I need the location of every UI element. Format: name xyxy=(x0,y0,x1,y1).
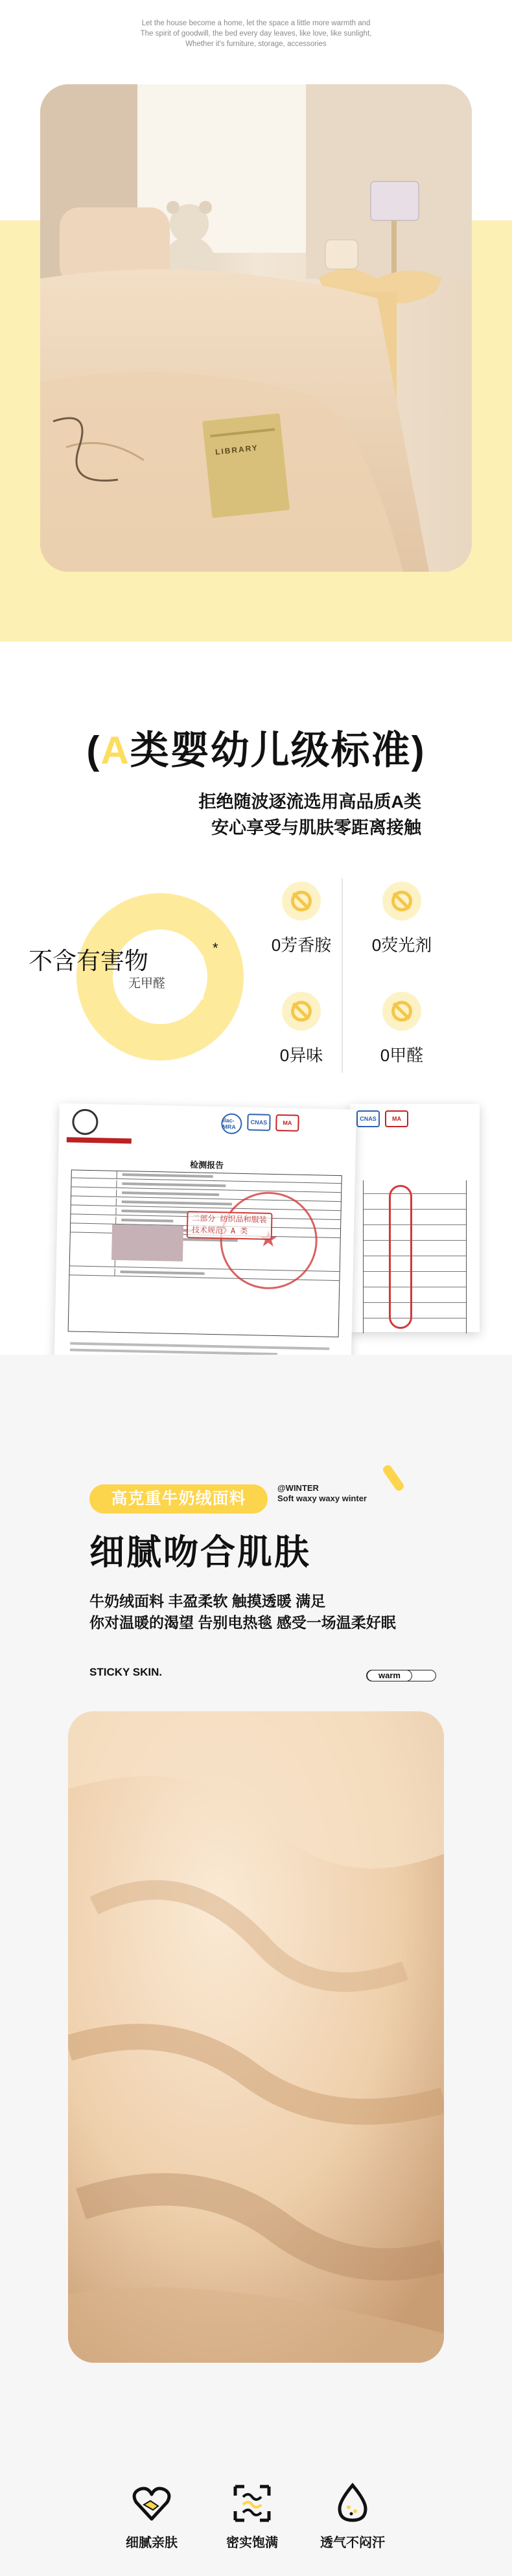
ban-icon xyxy=(282,992,321,1031)
ma-logo: MA xyxy=(385,1110,408,1127)
a-class-title xyxy=(0,720,512,775)
fabric-tag: 高克重牛奶绒面料 xyxy=(89,1484,268,1514)
fleece-desc-1: 牛奶绒面料 丰盈柔软 触摸透暖 满足 xyxy=(89,1593,326,1610)
slogan-line-1: Let the house become a home, let the space a little more warmth and xyxy=(141,19,371,27)
ban-icon xyxy=(382,992,421,1031)
warm-toggle[interactable] xyxy=(366,1670,436,1681)
yellow-accent-stroke xyxy=(382,1464,406,1492)
feature-label: 密实饱满 xyxy=(226,2536,278,2550)
slogan-line-3: Whether it's furniture, storage, accessories xyxy=(185,40,327,48)
stamp-line-2: 技术规范》A 类 xyxy=(191,1225,248,1236)
test-report-page-2 xyxy=(350,1104,480,1332)
feature-breathable xyxy=(307,2483,398,2551)
warm-toggle-knob: warm xyxy=(367,1670,412,1681)
no-odor-item xyxy=(246,992,356,1066)
cnas-logo: CNAS xyxy=(356,1110,380,1127)
fleece-desc-2: 你对温暖的渴望 告别电热毯 感受一场温柔好眠 xyxy=(89,1614,396,1631)
stamp-line-1: 二部分 纺织品和服装 xyxy=(192,1213,267,1224)
feature-label: 细腻亲肤 xyxy=(126,2536,178,2550)
feature-label: 透气不闷汗 xyxy=(320,2536,385,2550)
report-logos xyxy=(221,1113,299,1136)
book-label: LIBRARY xyxy=(215,443,259,457)
asterisk: * xyxy=(213,940,218,956)
harmful-free-text: 不含有害物 xyxy=(29,948,148,974)
report-table xyxy=(363,1180,467,1333)
ma-logo: MA xyxy=(275,1114,299,1132)
a-class-section xyxy=(0,642,512,1355)
water-drop-icon xyxy=(332,2483,373,2524)
winter-handle: @WINTER xyxy=(277,1483,319,1493)
subtitle-line-2: 安心享受与肌肤零距离接触 xyxy=(211,818,421,837)
report-logos xyxy=(356,1110,408,1127)
sticky-skin-label: STICKY SKIN. xyxy=(89,1666,163,1678)
inspection-seal-icon xyxy=(72,1108,99,1135)
report-header-bar xyxy=(67,1137,132,1143)
fabric-sample-image xyxy=(111,1224,183,1261)
hero-slogan xyxy=(0,18,512,49)
report-title: 检测报告 xyxy=(189,1160,224,1171)
cnas-logo: CNAS xyxy=(247,1114,271,1131)
fleece-title: 细腻吻合肌肤 xyxy=(89,1533,311,1572)
feature-dense xyxy=(207,2483,297,2551)
item-label: 0荧光剂 xyxy=(371,935,432,955)
title-rest: 类婴幼儿级标准) xyxy=(130,729,426,772)
fabric-weave-icon xyxy=(231,2483,273,2524)
test-report-page-1 xyxy=(54,1103,356,1369)
feature-skin-friendly xyxy=(106,2483,197,2551)
fleece-closeup-photo xyxy=(68,1711,444,2363)
formaldehyde-free-text: 无甲醛 xyxy=(128,977,166,990)
no-fluorescent-item xyxy=(347,882,457,956)
hero-section xyxy=(0,0,512,642)
item-label: 0异味 xyxy=(279,1046,323,1065)
ban-icon xyxy=(282,882,321,920)
subtitle-line-1: 拒绝随波逐流选用高品质A类 xyxy=(198,792,421,812)
ban-icon xyxy=(382,882,421,920)
highlight-oval xyxy=(389,1185,412,1329)
no-formaldehyde-item xyxy=(347,992,457,1066)
slogan-line-2: The spirit of goodwill, the bed every day leaves, like love, like sunlight, xyxy=(140,30,372,38)
winter-subtitle: Soft waxy waxy winter xyxy=(277,1493,367,1503)
bedroom-photo xyxy=(40,84,472,572)
title-open-paren: ( xyxy=(86,729,101,772)
ilac-logo: ilac-MRA xyxy=(221,1113,242,1134)
title-letter-a: A xyxy=(100,729,130,772)
no-aromatic-amine-item xyxy=(246,882,356,956)
item-label: 0芳香胺 xyxy=(271,935,332,955)
fleece-section xyxy=(0,1355,512,2576)
heart-hands-icon xyxy=(131,2483,172,2524)
standard-highlight-box xyxy=(187,1211,273,1240)
item-label: 0甲醛 xyxy=(380,1046,424,1065)
